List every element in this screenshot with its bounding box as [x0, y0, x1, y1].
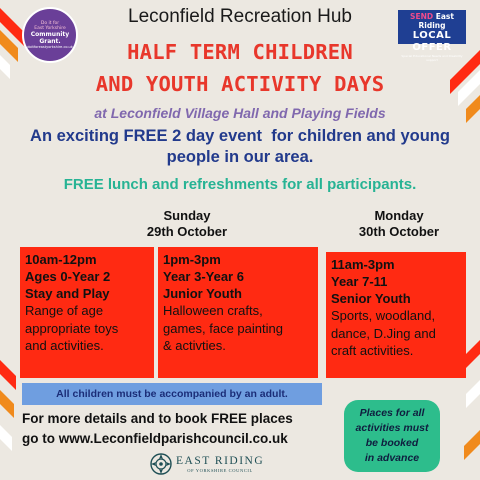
badge-line: in advance: [364, 452, 420, 464]
places-booking-badge: [344, 400, 440, 472]
venue-text: at Leconfield Village Hall and Playing Fields: [94, 105, 386, 121]
monday-header: [334, 208, 464, 240]
activity-desc-line: Sports, woodland,: [331, 308, 436, 323]
grant-logo-line2: East Yorkshire: [34, 25, 66, 31]
sunday-label: Sunday: [163, 208, 211, 223]
activity-desc-line: and activities.: [25, 338, 104, 353]
activity-name: Stay and Play: [25, 286, 110, 301]
activity-box-stay-and-play: [20, 247, 154, 378]
activity-desc-line: games, face painting: [163, 320, 283, 336]
booking-details: [22, 409, 342, 449]
lunch-text: FREE lunch and refreshments for all participants.: [63, 176, 417, 193]
activity-desc-line: Range of age: [25, 303, 104, 318]
activity-name: Senior Youth: [331, 291, 411, 306]
send-logo-line2: LOCAL OFFER: [412, 30, 452, 53]
grant-logo-line4: Grant.: [39, 37, 61, 45]
sunday-date: 29th October: [146, 224, 228, 239]
badge-line: Places for all: [359, 407, 425, 419]
intro-text: [6, 126, 474, 168]
intro-line2: people in our area.: [166, 148, 314, 166]
monday-label: Monday: [374, 208, 424, 223]
adult-notice-banner: All children must be accompanied by an adult.: [22, 383, 322, 405]
activity-ages: Year 7-11: [331, 274, 388, 289]
activity-box-junior-youth: [158, 247, 318, 378]
activity-box-senior-youth: [326, 252, 466, 378]
council-name-line2: OF YORKSHIRE COUNCIL: [187, 467, 253, 473]
activity-desc-line: dance, D.Jing and: [331, 325, 436, 341]
activity-desc-line: & activties.: [163, 338, 226, 353]
grant-logo-line5: doitforeastyorkshire.co.uk: [27, 44, 73, 49]
activity-ages: Year 3-Year 6: [163, 269, 244, 284]
main-title-line2: AND YOUTH ACTIVITY DAYS: [95, 72, 385, 96]
send-logo-line1: SEND East Riding: [410, 12, 454, 30]
activity-desc-line: appropriate toys: [25, 320, 119, 336]
council-name-line1: EAST RIDING: [176, 454, 265, 467]
activity-time: 11am-3pm: [331, 257, 395, 272]
intro-line1: An exciting FREE 2 day event for children and young: [30, 127, 450, 145]
send-logo-line3: Special Educational Needs and Disability support: [401, 54, 463, 62]
east-riding-council-logo: [150, 451, 280, 477]
main-title-line1: HALF TERM CHILDREN: [127, 40, 353, 64]
details-website-link[interactable]: go to www.Leconfieldparishcouncil.co.uk: [22, 431, 288, 446]
council-rose-icon: [150, 453, 172, 475]
monday-date: 30th October: [358, 224, 440, 239]
activity-time: 10am-12pm: [25, 252, 97, 267]
sunday-header: [112, 208, 262, 240]
badge-line: activities must: [355, 422, 429, 434]
activity-desc-line: Halloween crafts,: [163, 303, 263, 318]
activity-ages: Ages 0-Year 2: [25, 269, 111, 284]
activity-time: 1pm-3pm: [163, 252, 221, 267]
badge-line: be booked: [365, 437, 419, 449]
hub-title: Leconfield Recreation Hub: [128, 6, 352, 27]
activity-desc-line: craft activities.: [331, 343, 414, 358]
grant-logo-line3: Community: [30, 30, 70, 38]
details-line1: For more details and to book FREE places: [22, 411, 293, 426]
grant-logo-line1: Do it for: [40, 20, 60, 26]
activity-name: Junior Youth: [163, 286, 242, 301]
